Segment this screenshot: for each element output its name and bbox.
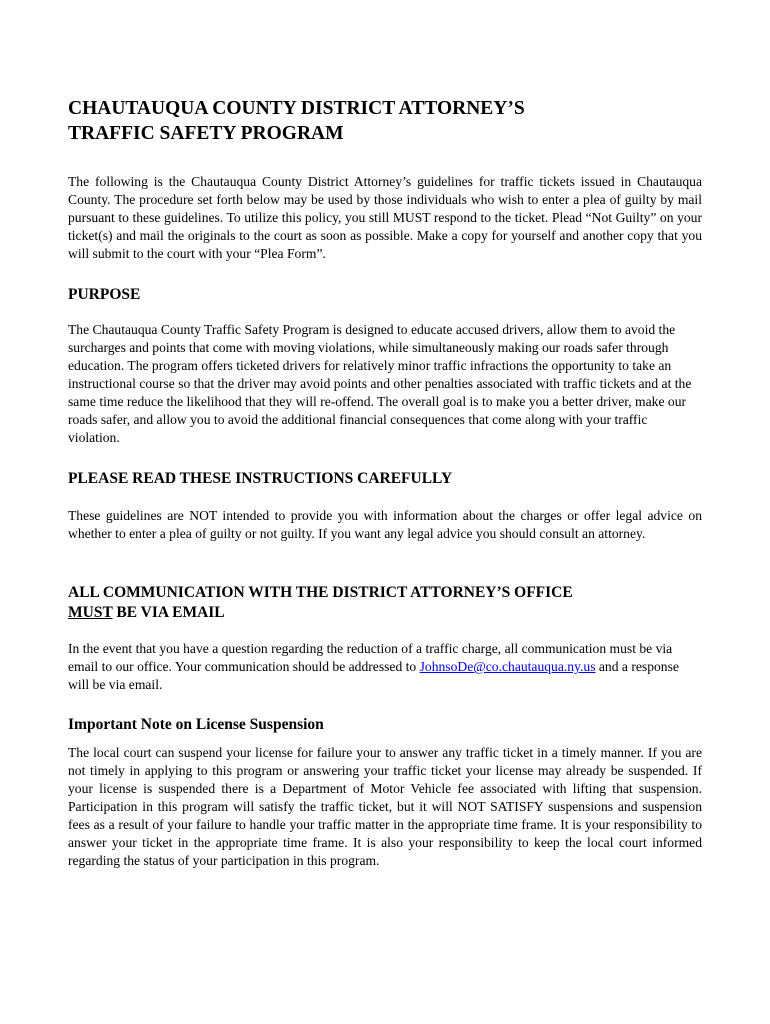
instructions-heading: PLEASE READ THESE INSTRUCTIONS CAREFULLY [68,470,453,487]
communication-heading [68,583,708,622]
communication-heading-must: MUST [68,603,113,621]
communication-text-after: and a response will be via email. [68,659,679,692]
suspension-heading: Important Note on License Suspension [68,716,324,733]
document-title [68,97,708,146]
title-line-2: TRAFFIC SAFETY PROGRAM [68,122,344,144]
suspension-paragraph: The local court can suspend your license for failure your to answer any traffic ticket in a timely manner. If you are not timely in applying to this program or answering your traffic ticket your license may already be suspended. If your license is suspended there is a Department of Motor Vehicle fee associated with lifting that suspension. Participation in this program will satisfy the traffic ticket, but it will NOT SATISFY suspensions and suspension fees as a result of your failure to handle your traffic matter in the appropriate time frame. It is your responsibility to answer your ticket in the appropriate time frame. It is also your responsibility to keep the local court informed regarding the status of your participation in this program. [68,745,702,868]
email-link[interactable]: JohnsoDe@co.chautauqua.ny.us [419,659,596,674]
instructions-paragraph: These guidelines are NOT intended to provide you with information about the charges or offer legal advice on whether to enter a plea of guilty or not guilty. If you want any legal advice you should consult an attorney. [68,508,702,541]
purpose-paragraph: The Chautauqua County Traffic Safety Program is designed to educate accused drivers, allow them to avoid the surcharges and points that come with moving violations, while simultaneously making our roads safer through education. The program offers ticketed drivers for relatively minor traffic infractions the opportunity to take an instructional course so that the driver may avoid points and other penalties associated with traffic tickets and at the same time reduce the likelihood that they will re-offend. The overall goal is to make you a better driver, make our roads safer, and allow you to avoid the additional financial consequences that come along with your traffic violation. [68,322,692,445]
communication-heading-line-1: ALL COMMUNICATION WITH THE DISTRICT ATTORNEY’S OFFICE [68,584,573,601]
communication-paragraph [68,640,702,694]
communication-text-before: In the event that you have a question regarding the reduction of a traffic charge, all communication must be via email to our office. Your communication should be addressed to [68,641,673,674]
communication-heading-rest: BE VIA EMAIL [112,603,225,621]
purpose-heading: PURPOSE [68,286,141,303]
intro-paragraph: The following is the Chautauqua County District Attorney’s guidelines for traffic tickets issued in Chautauqua County. The procedure set forth below may be used by those individuals who wish to enter a plea of guilty by mail pursuant to these guidelines. To utilize this policy, you still MUST respond to the ticket. Plead “Not Guilty” on your ticket(s) and mail the originals to the court as soon as possible. Make a copy for yourself and another copy that you will submit to the court with your “Plea Form”. [68,174,702,261]
title-line-1: CHAUTAUQUA COUNTY DISTRICT ATTORNEY’S [68,98,525,119]
